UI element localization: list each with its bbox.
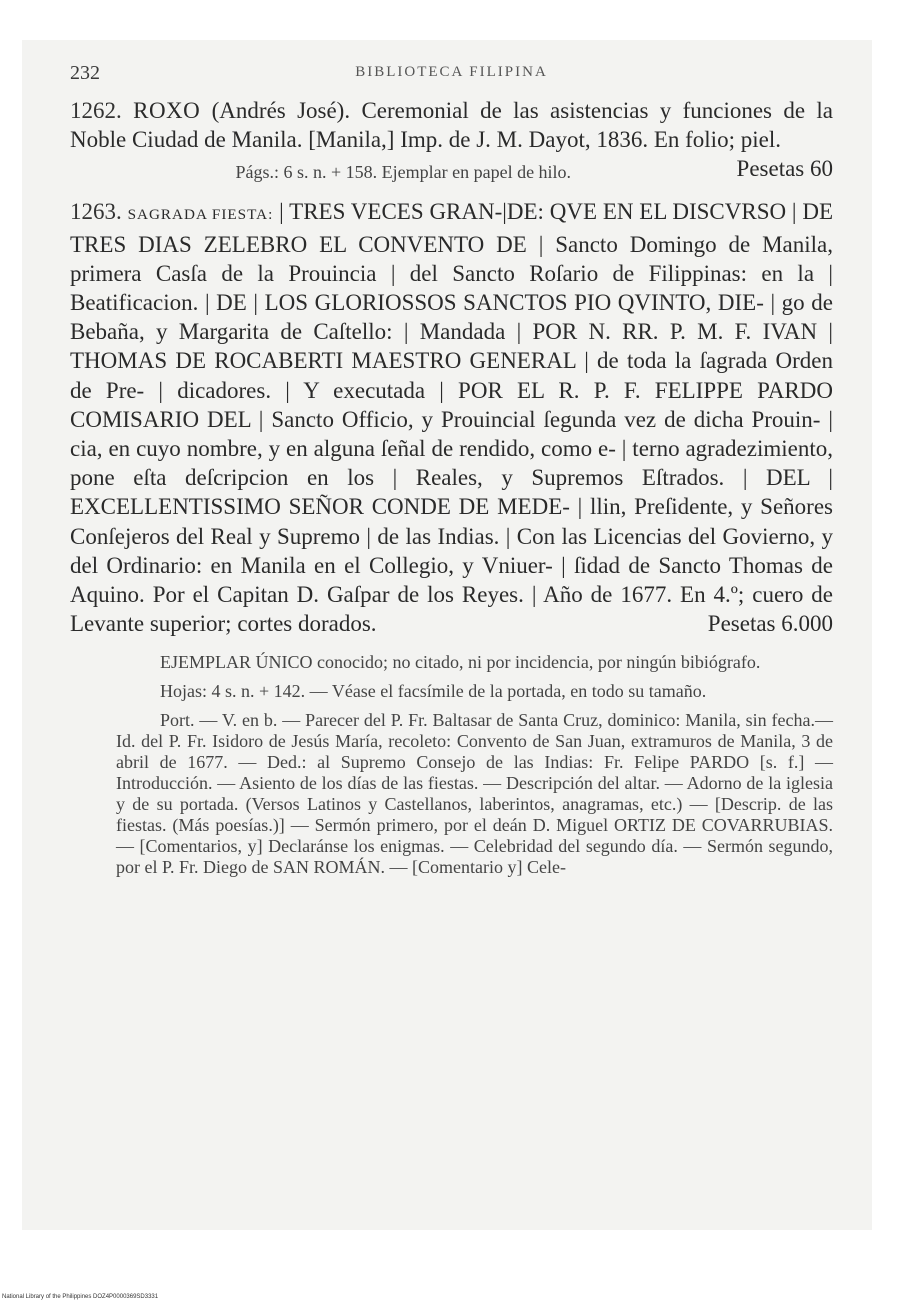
entry-price: Pesetas 6.000 — [707, 611, 833, 637]
page-content — [70, 96, 833, 878]
entry-note-unique: EJEMPLAR ÚNICO conocido; no citado, ni por incidencia, por ningún bibiógrafo. — [160, 652, 761, 673]
entry-1263 — [70, 197, 833, 638]
page-header — [70, 62, 833, 88]
entry-body: (Andrés José). Ceremonial de las asistencias y funciones de la Noble Ciudad de Manila. [Manila,] Imp. de J. M. Dayot, 1836. En folio; piel. — [70, 98, 834, 153]
scanned-page — [22, 40, 872, 1230]
entry-number: 1262. — [70, 98, 122, 123]
entry-price: Pesetas 60 — [736, 156, 833, 182]
entry-note: Págs.: 6 s. n. + 158. Ejemplar en papel de hilo. — [235, 162, 572, 183]
entry-body: | TRES VECES GRAN-|DE: QVE EN EL DISCVRSO | DE TRES DIAS ZELEBRO EL CONVENTO DE | Sancto Domingo de Manila, primera Casſa de la Prouincia | del Sancto Roſario de Filippinas: en la | Beatificacion. | DE | LOS GLORIOSSOS SANCTOS PIO QVINTO, DIE- | go de Bebaña, y Margarita de Caſtello: | Mandada | POR N. RR. P. M. F. IVAN | THOMAS DE ROCABERTI MAESTRO GENERAL | de toda la ſagrada Orden de Pre- | dicadores. | Y executada | POR EL R. P. F. FELIPPE PARDO COMISARIO DEL | Sancto Officio, y Prouincial ſegunda vez de dicha Prouin- | cia, en cuyo nombre, y en alguna ſeñal de rendido, como e- | terno agradezimiento, pone eſta deſcripcion en los | Reales, y Supremos Eſtrados. | DEL | EXCELLENTISSIMO SEÑOR CONDE DE MEDE- | llin, Preſidente, y Señores Conſejeros del Real y Supremo | de las Indias. | Con las Licencias del Govierno, y del Ordinario: en Manila en el Collegio, y Vniuer- | ſidad de Sancto Thomas de Aquino. Por el Capitan D. Gaſpar de los Reyes. | Año de 1677. En 4.º; cuero de Levante superior; cortes dorados. — [70, 199, 833, 637]
page-number: 232 — [70, 62, 100, 84]
entry-note-hojas: Hojas: 4 s. n. + 142. — Véase el facsímile de la portada, en todo su tamaño. — [160, 681, 707, 702]
footer-credit: National Library of the Philippines DOZ4P0000369SD3331 — [2, 1294, 159, 1300]
entry-note-contents: Port. — V. en b. — Parecer del P. Fr. Baltasar de Santa Cruz, dominico: Manila, sin fecha.— Id. del P. Fr. Isidoro de Jesús María, recoleto: Convento de San Juan, extramuros de Manila, 3 de abril de 1677. — Ded.: al Supremo Consejo de las Indias: Fr. Felipe PARDO [s. f.] — Introducción. — Asiento de los días de las fiestas. — Descripción del altar. — Adorno de la iglesia y de su portada. (Versos Latinos y Castellanos, laberintos, anagramas, etc.) — [Descrip. de las fiestas. (Más poesías.)] — Sermón primero, por el deán D. Miguel ORTIZ DE COVARRUBIAS. — [Comentarios, y] Declaránse los enigmas. — Celebridad del segundo día. — Sermón segundo, por el P. Fr. Diego de SAN ROMÁN. — [Comentario y] Cele- — [116, 710, 833, 878]
entry-number: 1263. — [70, 199, 122, 225]
entry-title-small: SAGRADA FIESTA: — [127, 206, 274, 224]
entry-author: ROXO — [133, 98, 201, 123]
running-title: BIBLIOTECA FILIPINA — [355, 64, 548, 80]
